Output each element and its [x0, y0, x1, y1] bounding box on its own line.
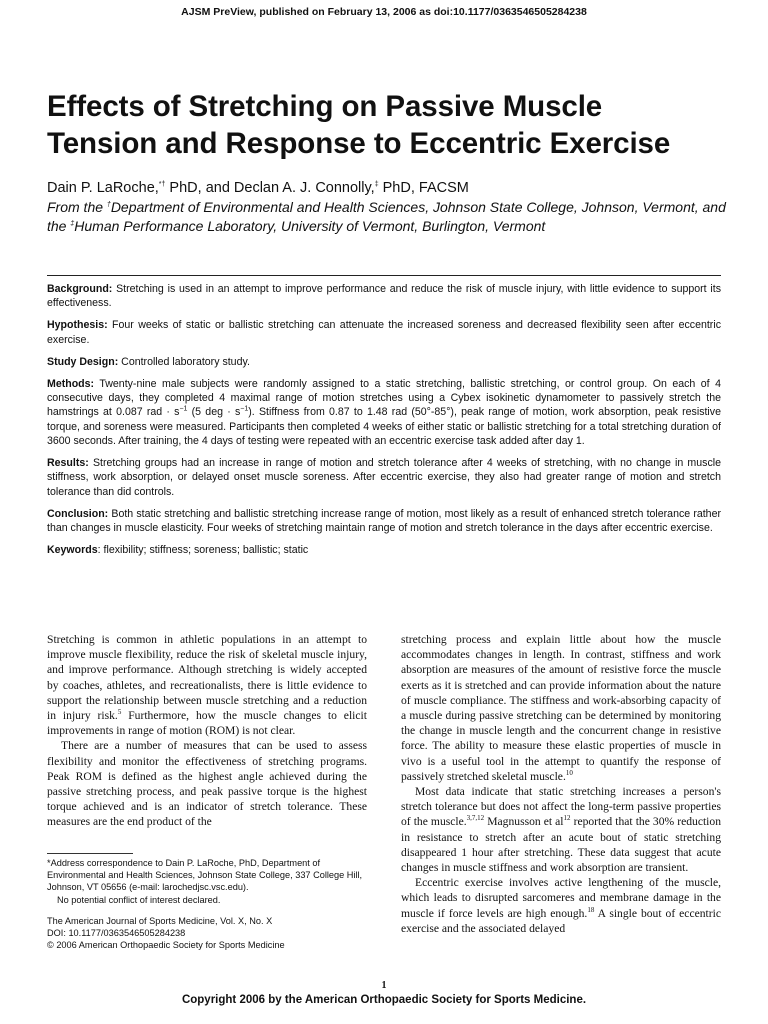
author-1-marks: *†	[158, 181, 166, 189]
journal-copyright: © 2006 American Orthopaedic Society for Sports Medicine	[47, 940, 285, 951]
author-2-degrees: PhD, FACSM	[378, 180, 469, 196]
footnote-rule	[47, 853, 133, 854]
article-title	[47, 88, 737, 162]
abstract-study-design: Study Design: Controlled laboratory study.	[47, 355, 250, 368]
title-line-2: Tension and Response to Eccentric Exercise	[47, 127, 671, 160]
body-paragraph: Eccentric exercise involves active lengthening of the muscle, which leads to disrupted sarcomeres and membrane damage in the muscle if force levels are high enough.$^{18}$ A single bout of eccentric exercise and the associated delayed	[401, 876, 721, 935]
abstract-methods: Methods: Twenty-nine male subjects were randomly assigned to a static stretching, ballistic stretching, or control group. On each of 4 consecutive days, they completed 4 maximal range of motion stretches using a Cybex isokinetic dynamometer to passively stretch the hamstrings at 0.087 rad · $s^{-1}$ (5 deg · $s^{-1}$). Stiffness from 0.87 to 1.48 rad (50°-85°), peak range of motion, work absorption, peak resistive torque, and soreness were measured. Participants then completed 4 weeks of either static or ballistic stretching for a total stretching duration of 3600 seconds. After training, the 4 days of testing were repeated with an eccentric exercise task added after day 1.	[47, 377, 721, 448]
body-paragraph: Most data indicate that static stretching increases a person's stretch tolerance but does not affect the long-term passive properties of the muscle.$^{3,7,12}$ Magnusson et $al^{12}$ reported that the 30% reduction in resistance to stretch after an acute bout of static stretching disappeared 1 hour after stretching. These data suggest that acute changes in muscle stiffness and work absorption are transient.	[401, 785, 721, 875]
abstract-hypothesis: Hypothesis: Four weeks of static or ballistic stretching can attenuate the increased soreness and decreased flexibility seen after eccentric exercise.	[47, 319, 721, 346]
journal-info	[47, 915, 373, 952]
body-column-right	[401, 632, 721, 936]
author-line	[47, 180, 469, 196]
abstract-conclusion: Conclusion: Both static stretching and ballistic stretching increase range of motion, most likely as a result of enhanced stretch tolerance rather than changes in muscle elasticity. Four weeks of stretching maintain range of motion and stretch tolerance in the days after eccentric exercise.	[47, 507, 721, 535]
abstract-keywords: Keywords: flexibility; stiffness; soreness; ballistic; static	[47, 544, 309, 557]
footnote-address: *Address correspondence to Dain P. LaRoche, PhD, Department of Environmental and Health Sciences, Johnson State College, 337 College Hill, Johnson, VT 05656 (e-mail: larochedjsc.vsc.edu).	[47, 858, 363, 893]
body-paragraph: There are a number of measures that can be used to assess flexibility and monitor the effectiveness of stretching programs. Peak ROM is defined as the highest angle achieved during the passive stretching process, and peak passive torque is the highest torque achieved and is an indicator of stretch tolerance. These measures are the end product of the	[47, 739, 367, 829]
footnote-conflict: No potential conflict of interest declared.	[57, 894, 221, 905]
page-number: 1	[381, 980, 387, 991]
body-column-left	[47, 632, 367, 830]
journal-name: The American Journal of Sports Medicine, Vol. X, No. X	[47, 916, 273, 926]
body-paragraph: Stretching is common in athletic populations in an attempt to improve muscle flexibility, reduce the risk of skeletal muscle injury, and improve performance. Although stretching is widely accepted by coaches, athletes, and recreationalists, there is little evidence to support the relationship between muscle stretching and a reduction in injury risk.$^5$ Furthermore, how the muscle changes to elicit improvements in range of motion (ROM) is not clear.	[47, 633, 367, 738]
abstract-background: Background: Stretching is used in an attempt to improve performance and reduce the risk of muscle injury, with little evidence to support its effectiveness.	[47, 283, 721, 310]
footnote	[47, 857, 373, 906]
abstract-results: Results: Stretching groups had an increase in range of motion and stretch tolerance after 4 weeks of stretching, with no change in muscle stiffness, work absorption, or delayed onset muscle soreness. After eccentric exercise, they also had greater range of motion and stretch tolerance than did controls.	[47, 457, 721, 498]
author-2-marks: ‡	[374, 181, 379, 189]
author-2: PhD, and Declan A. J. Connolly,	[165, 180, 375, 196]
abstract	[47, 282, 721, 565]
abstract-top-rule	[47, 275, 721, 276]
journal-doi: DOI: 10.1177/0363546505284238	[47, 928, 186, 939]
body-paragraph: stretching process and explain little about how the muscle accommodates changes in length. In contrast, stiffness and work absorption are measures of the amount of resistive force the muscle exerts as it is stretched and can provide information about the nature of muscle compliance. The stiffness and work-absorbing capacity of a muscle during passive stretching can be determined by monitoring the change in muscle length and the concurrent change in resistive force. The ability to measure these elastic properties of muscle in vivo is a useful tool in the attempt to quantify the response of passively stretched skeletal muscle.$^{10}$	[401, 633, 721, 783]
author-1: Dain P. LaRoche,	[47, 180, 159, 196]
copyright-footer: Copyright 2006 by the American Orthopaedic Society for Sports Medicine.	[181, 994, 587, 1006]
affiliation: From the †Department of Environmental and Health Sciences, Johnson State College, Johnson, Vermont, and the ‡Human Performance Laboratory, University of Vermont, Burlington, Vermont	[47, 199, 726, 234]
running-header: AJSM PreView, published on February 13, 2006 as doi:10.1177/0363546505284238	[181, 6, 587, 18]
title-line-1: Effects of Stretching on Passive Muscle	[47, 90, 603, 123]
